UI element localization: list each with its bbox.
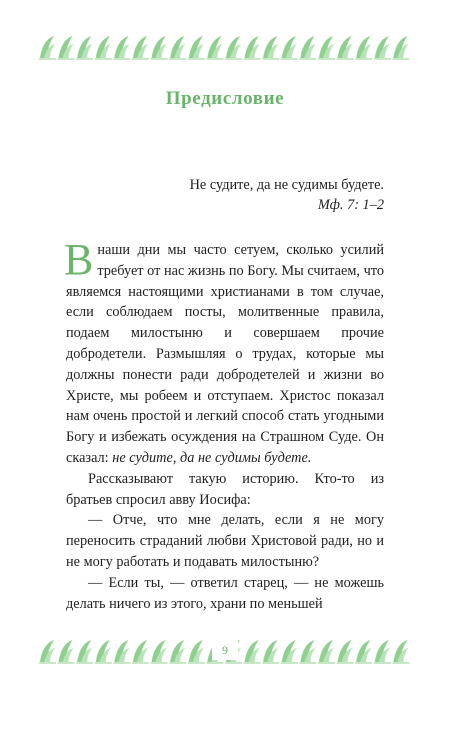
epigraph-quote: Не судите, да не судимы будете. bbox=[189, 177, 384, 193]
page-number: 9 bbox=[212, 640, 238, 660]
chapter-title: Предисловие bbox=[165, 88, 285, 109]
paragraph-3: — Отче, что мне делать, если я не могу переносить страданий любви Христовой ради, но и не могу работать и подавать милостыню? bbox=[66, 512, 384, 570]
drop-cap: В bbox=[64, 235, 94, 284]
paragraph-1 bbox=[64, 235, 384, 469]
paragraph-2: Рассказывают такую историю. Кто-то из братьев спросил авву Иосифа: bbox=[66, 470, 384, 508]
paragraph-4: — Если ты, — ответил старец, — не можешь делать ничего из этого, храни по меньшей bbox=[66, 574, 384, 612]
paragraph-1-italic: не судите, да не судимы будете. bbox=[112, 449, 312, 466]
epigraph bbox=[190, 175, 384, 215]
top-ornament-border bbox=[38, 32, 410, 62]
epigraph-reference: Мф. 7: 1–2 bbox=[317, 197, 384, 213]
body-text bbox=[64, 235, 384, 614]
paragraph-1-text: наши дни мы часто сетуем, сколько усилий требует от нас жизнь по Богу. Мы считаем, что являемся настоящими христианами в том случае, если соблюдаем посты, молитвенные правила, подаем милостыню и совершаем прочие добродетели. Размышляя о трудах, которые мы должны понести ради добродетелей и жизни во Христе, мы робеем и отступаем. Христос показал нам очень простой и легкий способ стать угодными Богу и избежать осуждения на Страшном Суде. Он сказал: bbox=[66, 242, 384, 466]
